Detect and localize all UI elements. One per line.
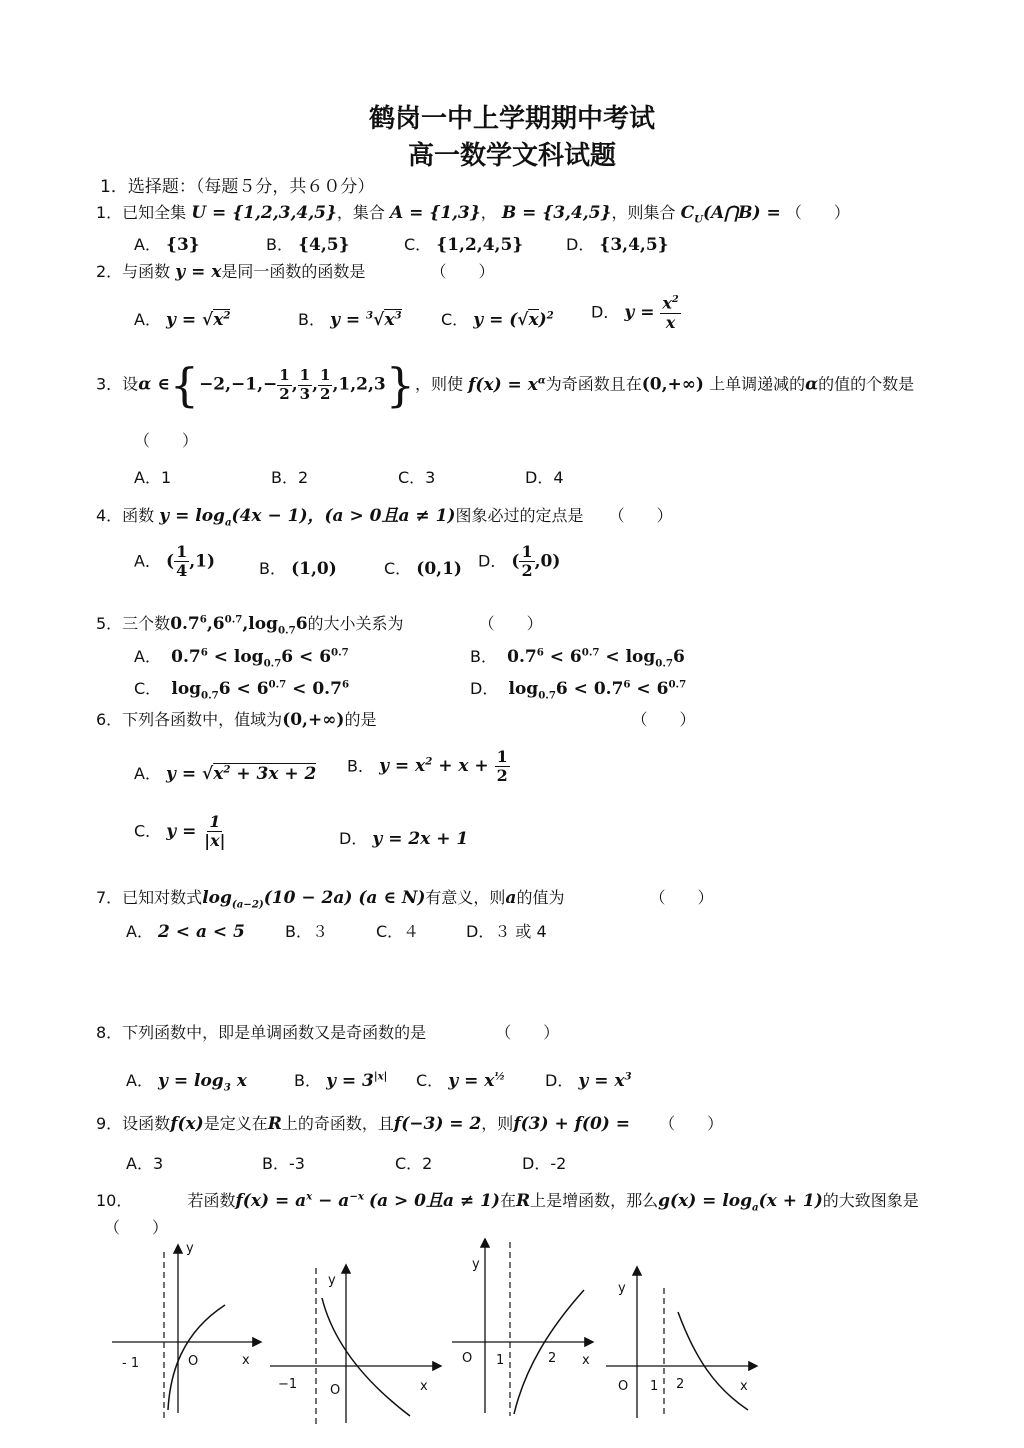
q1-prefix: 1．已知全集	[96, 203, 187, 222]
q6-option-c: C． y = $\frac{1}{|x|}$	[134, 812, 226, 851]
question-2	[96, 259, 495, 282]
question-4	[96, 501, 673, 528]
q2-paren: （ ）	[430, 262, 495, 281]
q9-mid2: 上的奇函数，且	[281, 1114, 394, 1133]
q5-option-d: D． $\log_{0.7}6 < 0.7^6 < 6^{0.7}$	[470, 678, 687, 702]
q7-var: a	[505, 888, 517, 908]
q3-option-d: D．4	[525, 468, 564, 487]
exam-title: 鹤岗一中上学期期中考试	[368, 104, 655, 134]
q5-c-label: C．	[134, 679, 162, 698]
graph-a	[112, 1241, 260, 1418]
q7-paren: （ ）	[649, 888, 714, 907]
q6-paren: （ ）	[631, 710, 696, 729]
q4-c-value: (0,1)	[416, 559, 462, 579]
q8-d-label: D．	[545, 1071, 574, 1090]
graph-d-two: 2	[676, 1377, 685, 1392]
q7-expr2: (10 − 2a) (a ∈ N)	[263, 888, 426, 908]
q7-a-value: 2 < a < 5	[158, 922, 245, 942]
q3-suffix1: ，则使	[414, 374, 463, 394]
q6-option-a: A． $y = √x^2 + 3x + 2$	[134, 763, 317, 784]
q1-option-d	[566, 232, 669, 255]
q1-mid1: ，集合	[336, 203, 385, 222]
q10-r: R	[515, 1191, 531, 1211]
q4-paren: （ ）	[608, 506, 673, 525]
q3-alpha-exp: α	[537, 373, 546, 386]
q5-option-c: C． $\log_{0.7}6 < 6^{0.7} < 0.7^6$	[134, 678, 350, 702]
q1-a-label: A．	[134, 235, 161, 254]
q1-expr-body: (A⋂B) =	[702, 203, 781, 223]
q2-prefix: 2．与函数	[96, 262, 171, 281]
q1-paren: （ ）	[785, 203, 850, 222]
graph-a-x-label: x	[242, 1353, 250, 1368]
q1-mid2: ，则集合	[611, 203, 676, 222]
q7-option-a	[126, 919, 245, 942]
q3-option-b: B．2	[271, 468, 309, 487]
q1-set-u: U = {1,2,3,4,5}	[191, 203, 337, 223]
q5-nums: 0.7	[170, 614, 200, 634]
q10-mid: 在	[499, 1191, 516, 1210]
q1-option-a	[134, 232, 200, 255]
q10-suffix: 的大致图象是	[822, 1191, 919, 1210]
q3-option-c: C．3	[398, 468, 436, 487]
question-3: 3．设α ∈{−2,−1,− $\frac{1}{2}$ , $\frac{1}{3}$ , $\frac{1}{2}$ ,1,2,3}，则使 $f(x) = x^\alpha$为奇函数且在(0,+∞) 上单调递减的α的值的个数是	[96, 358, 915, 412]
q2-suffix: 是同一函数的函数是	[221, 262, 366, 281]
q8-option-c: C． $y = x^{\frac{1}{2}}$	[416, 1070, 506, 1091]
q3-suffix2: 为奇函数且在	[545, 374, 642, 394]
q5-suffix: 的大小关系为	[307, 614, 404, 633]
q8-option-a: A． $y = \log_3 x$	[126, 1071, 247, 1094]
q1-d-value: {3,4,5}	[599, 235, 669, 255]
graph-c-origin: O	[462, 1351, 473, 1366]
q2-option-c: C． $y = (√x)^2$	[441, 309, 554, 330]
graph-c	[452, 1240, 592, 1416]
q5-option-a: A． $0.7^6 < \log_{0.7}6 < 6^{0.7}$	[134, 646, 349, 670]
q5-d-label: D．	[470, 679, 499, 698]
q9-prefix: 9．设函数	[96, 1114, 171, 1133]
q3-alpha-in: α ∈	[138, 374, 170, 395]
q2-func: y = x	[175, 262, 222, 282]
q10-prefix: 若函数	[187, 1191, 236, 1210]
q3-paren: （ ）	[134, 431, 199, 450]
q1-c-label: C．	[404, 235, 432, 254]
q1-b-value: {4,5}	[298, 235, 350, 255]
q2-option-a: A． $y = √x^2$	[134, 309, 231, 330]
q8-option-b: B． $y = 3^{|x|}$	[294, 1070, 388, 1091]
q6-option-d	[339, 826, 468, 849]
q3-alpha2: α	[805, 374, 819, 395]
graph-c-two: 2	[548, 1351, 557, 1366]
q9-mid3: ，则	[481, 1114, 514, 1133]
q6-suffix: 的是	[344, 710, 377, 729]
q1-set-b: B = {3,4,5}	[501, 203, 612, 223]
q8-paren: （ ）	[495, 1023, 560, 1042]
q6-c-label: C．	[134, 821, 162, 841]
q4-b-label: B．	[259, 559, 286, 578]
question-10: 10． 若函数$f(x) = a^x - a^{-x}$ (a > 0且a ≠ 1)在R上是增函数，那么$g(x) = \log_a(x + 1)$的大致图象是	[96, 1190, 919, 1214]
graph-a-origin: O	[188, 1354, 199, 1369]
q8-c-label: C．	[416, 1071, 444, 1090]
q3-set-inner: −2,−1,−	[199, 374, 278, 395]
graph-c-one: 1	[496, 1353, 505, 1368]
q6-prefix: 6．下列各函数中，值域为	[96, 710, 283, 729]
q7-expr: log	[202, 888, 232, 908]
q1-option-c	[404, 232, 523, 255]
q2-b-label: B．	[298, 310, 325, 329]
q8-option-d: D． $y = x^3$	[545, 1070, 632, 1091]
q4-func-sub: a	[224, 516, 232, 529]
section-label: 1．选择题：（每题５分，共６０分）	[100, 177, 375, 197]
q5-option-b: B． $0.7^6 < 6^{0.7} < \log_{0.7}6$	[470, 646, 685, 670]
q1-expr-c: C	[680, 203, 695, 223]
q6-option-b: B． $y = x^2 + x$ + $\frac{1}{2}$	[347, 747, 508, 786]
q4-d-label: D．	[478, 551, 507, 571]
q2-a-label: A．	[134, 310, 161, 329]
question-9	[96, 1111, 723, 1134]
q7-prefix: 7．已知对数式	[96, 888, 203, 907]
q4-option-d: D． ( $\frac{1}{2}$ ,0)	[478, 542, 561, 581]
q1-sep: ，	[480, 203, 497, 222]
q5-b-label: B．	[470, 647, 497, 666]
q4-c-label: C．	[384, 559, 412, 578]
q2-c-label: C．	[441, 310, 469, 329]
q9-mid: 是定义在	[203, 1114, 268, 1133]
exam-subtitle: 高一数学文科试题	[407, 141, 616, 171]
q10-fx: f(x) = a	[235, 1191, 307, 1211]
q7-option-c: C．４	[376, 922, 420, 941]
q8-b-label: B．	[294, 1071, 321, 1090]
q1-d-label: D．	[566, 235, 595, 254]
q4-prefix: 4．函数	[96, 506, 155, 525]
q3-option-a: A．1	[134, 468, 172, 487]
q9-option-d: D．-2	[522, 1154, 567, 1173]
q7-option-b: B．３	[285, 922, 328, 941]
graph-d-one: 1	[650, 1379, 659, 1394]
q10-num: 10．	[96, 1191, 133, 1210]
q9-ask: f(3) + f(0) =	[513, 1114, 631, 1134]
q1-set-a: A = {1,3}	[389, 203, 481, 223]
q5-prefix: 5．三个数	[96, 614, 171, 633]
q10-gx: g(x) = log	[658, 1191, 753, 1211]
q7-suffix2: 的值为	[516, 888, 565, 907]
q7-suffix: 有意义，则	[425, 888, 506, 907]
q10-gx2: (x + 1)	[758, 1191, 823, 1211]
q9-option-c: C．2	[395, 1154, 433, 1173]
graph-b-origin: O	[330, 1383, 341, 1398]
q9-option-a: A．3	[126, 1154, 164, 1173]
q6-b-label: B．	[347, 756, 374, 776]
graph-a-y-label: y	[186, 1241, 194, 1256]
q10-graphs	[100, 1238, 780, 1428]
q6-a-label: A．	[134, 764, 161, 783]
q2-option-b: B． $y = ^3√x^3$	[298, 309, 402, 330]
q10-cond: (a > 0且a ≠ 1)	[369, 1191, 500, 1211]
q9-paren: （ ）	[659, 1114, 724, 1133]
q7-a-label: A．	[126, 922, 153, 941]
q9-option-b: B．-3	[262, 1154, 305, 1173]
question-8	[96, 1020, 559, 1043]
question-7: 7．已知对数式$\log_{(a-2)}(10 - 2a)$ (a ∈ N)有意义，则a的值为 （ ）	[96, 888, 714, 911]
q4-a-label: A．	[134, 551, 161, 571]
q1-b-label: B．	[266, 235, 293, 254]
q9-cond: f(−3) = 2	[393, 1114, 482, 1134]
q3-prefix: 3．设	[96, 374, 139, 394]
q4-func2: (4x − 1)，(a > 0且a ≠ 1)	[231, 506, 456, 526]
q2-option-d: D． y = $\frac{x^2}{x}$	[591, 293, 679, 332]
q5-paren: （ ）	[478, 614, 543, 633]
graph-b	[270, 1266, 440, 1426]
q4-option-c	[384, 556, 462, 579]
q4-suffix: 图象必过的定点是	[455, 506, 584, 525]
graph-d-y-label: y	[618, 1281, 626, 1296]
graph-b-x-label: x	[420, 1379, 428, 1394]
q1-c-value: {1,2,4,5}	[436, 235, 524, 255]
q3-suffix4: 的值的个数是	[818, 374, 915, 394]
q6-interval: (0,+∞)	[282, 710, 345, 730]
graph-d-origin: O	[618, 1379, 629, 1394]
q9-fx: f(x)	[170, 1114, 204, 1134]
q1-expr	[680, 203, 781, 226]
q6-d-value: y = 2x + 1	[372, 829, 469, 849]
graph-b-neg1: −1	[278, 1377, 298, 1392]
q3-suffix3: 上单调递减的	[709, 374, 806, 394]
q10-paren: （ ）	[104, 1218, 169, 1237]
q1-expr-sub: U	[694, 213, 703, 226]
question-5: 5．三个数$0.7^6,6^{0.7},\log_{0.7}6$的大小关系为 （ ）	[96, 613, 543, 637]
q4-b-value: (1,0)	[291, 559, 337, 579]
graph-a-neg1: - 1	[122, 1356, 140, 1371]
q6-d-label: D．	[339, 829, 368, 848]
q5-a-label: A．	[134, 647, 161, 666]
graph-b-y-label: y	[328, 1273, 336, 1288]
q4-option-b	[259, 556, 337, 579]
q3-interval: (0,+∞)	[641, 374, 704, 395]
q1-a-value: {3}	[166, 235, 200, 255]
q2-d-label: D．	[591, 302, 620, 322]
q4-func: y = log	[159, 506, 225, 526]
q8-text: 8．下列函数中，即是单调函数又是奇函数的是	[96, 1023, 427, 1042]
q10-mid2: 上是增函数，那么	[530, 1191, 659, 1210]
graph-d-x-label: x	[740, 1379, 748, 1394]
q1-option-b	[266, 232, 350, 255]
q3-fx: f(x) = x	[468, 374, 538, 395]
graph-c-x-label: x	[582, 1353, 590, 1368]
q9-r: R	[267, 1114, 282, 1134]
q8-a-label: A．	[126, 1071, 153, 1090]
question-6	[96, 707, 696, 730]
question-1	[96, 200, 850, 225]
graph-d	[606, 1268, 756, 1418]
graph-c-y-label: y	[472, 1257, 480, 1272]
q4-option-a: A． ( $\frac{1}{4}$ ,1)	[134, 542, 216, 581]
q7-option-d: D．３ 或 4	[466, 922, 547, 941]
